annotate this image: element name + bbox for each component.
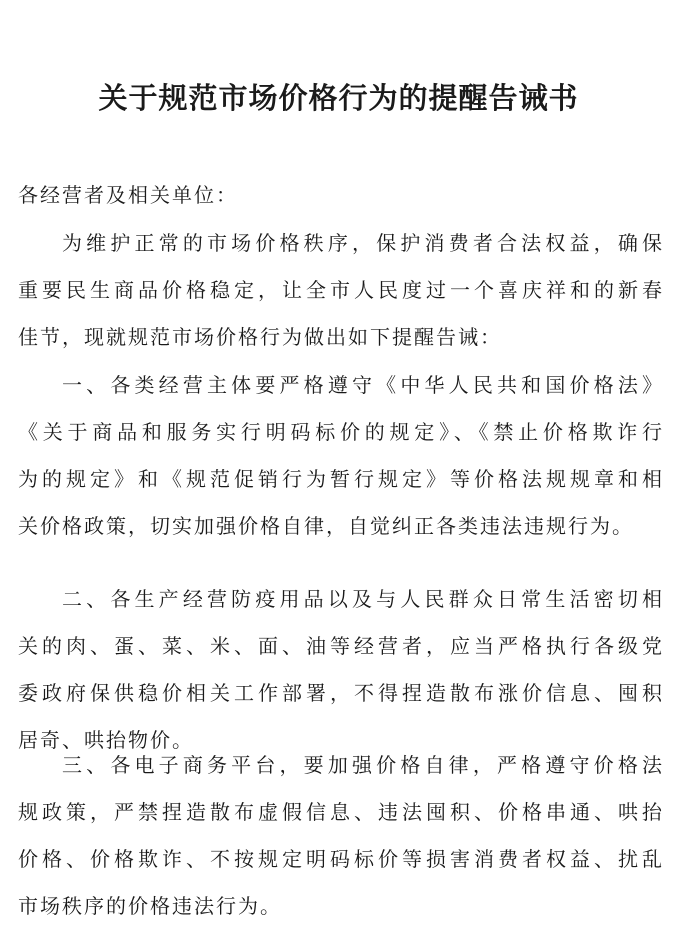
paragraph-line: 关价格政策，切实加强价格自律，自觉纠正各类违法违规行为。 (18, 514, 634, 538)
paragraph-line: 重要民生商品价格稳定，让全市人民度过一个喜庆祥和的新春 (18, 278, 664, 302)
paragraph-line: 为维护正常的市场价格秩序，保护消费者合法权益，确保 (62, 231, 664, 255)
paragraph-line: 一、各类经营主体要严格遵守《中华人民共和国价格法》 (62, 373, 664, 397)
paragraph-line: 居奇、哄抬物价。 (18, 728, 194, 752)
paragraph-item-one (18, 362, 664, 550)
paragraph-line: 价格、价格欺诈、不按规定明码标价等损害消费者权益、扰乱 (18, 847, 664, 871)
salutation: 各经营者及相关单位： (18, 183, 238, 207)
paragraph-line: 市场秩序的价格违法行为。 (18, 894, 282, 918)
paragraph-item-two (18, 576, 664, 764)
paragraph-line: 关的肉、蛋、菜、米、面、油等经营者，应当严格执行各级党 (18, 634, 664, 658)
paragraph-line: 委政府保供稳价相关工作部署，不得捏造散布涨价信息、囤积 (18, 681, 664, 705)
paragraph-intro (18, 220, 664, 361)
paragraph-line: 规政策，严禁捏造散布虚假信息、违法囤积、价格串通、哄抬 (18, 800, 664, 824)
paragraph-line: 为的规定》和《规范促销行为暂行规定》等价格法规规章和相 (18, 467, 664, 491)
document-title: 关于规范市场价格行为的提醒告诫书 (98, 81, 579, 115)
paragraph-line: 《关于商品和服务实行明码标价的规定》、《禁止价格欺诈行 (18, 420, 664, 444)
paragraph-line: 佳节，现就规范市场价格行为做出如下提醒告诫： (18, 325, 502, 349)
paragraph-line: 三、各电子商务平台，要加强价格自律，严格遵守价格法 (62, 753, 664, 777)
paragraph-line: 二、各生产经营防疫用品以及与人民群众日常生活密切相 (62, 587, 664, 611)
paragraph-item-three (18, 742, 664, 930)
